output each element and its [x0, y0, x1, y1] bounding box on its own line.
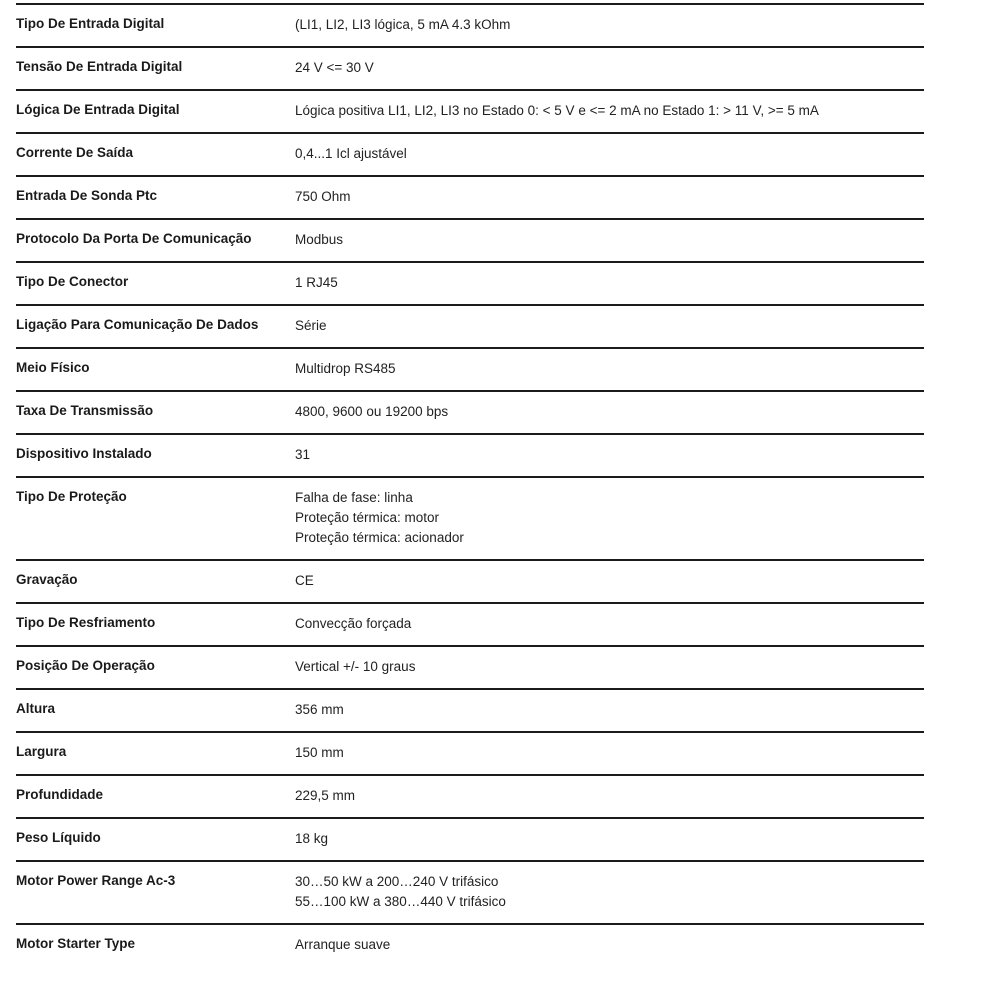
table-row	[16, 923, 924, 966]
spec-value-line: 0,4...1 Icl ajustável	[295, 146, 407, 161]
spec-value-line: 356 mm	[295, 702, 344, 717]
table-row	[16, 3, 924, 46]
table-row	[16, 433, 924, 476]
spec-value	[295, 742, 924, 763]
spec-value-line: Lógica positiva LI1, LI2, LI3 no Estado 0: < 5 V e <= 2 mA no Estado 1: > 11 V, >= 5 mA	[295, 103, 819, 118]
spec-value-line: 150 mm	[295, 745, 344, 760]
spec-value	[295, 358, 924, 379]
spec-value	[295, 57, 924, 78]
spec-value-line: 30…50 kW a 200…240 V trifásico	[295, 874, 499, 889]
spec-value	[295, 699, 924, 720]
spec-label: Corrente De Saída	[16, 145, 134, 160]
spec-value	[295, 444, 924, 465]
spec-label: Taxa De Transmissão	[16, 403, 154, 418]
table-row	[16, 304, 924, 347]
spec-label: Tensão De Entrada Digital	[16, 59, 183, 74]
spec-value	[295, 315, 924, 336]
spec-label: Tipo De Conector	[16, 274, 129, 289]
spec-label: Ligação Para Comunicação De Dados	[16, 317, 259, 332]
spec-value-line: Arranque suave	[295, 937, 391, 952]
spec-value	[295, 613, 924, 634]
table-row	[16, 860, 924, 923]
spec-value-line: Série	[295, 318, 327, 333]
table-row	[16, 645, 924, 688]
spec-label: Profundidade	[16, 787, 103, 802]
spec-label: Largura	[16, 744, 67, 759]
spec-value-line: Multidrop RS485	[295, 361, 396, 376]
spec-label: Motor Power Range Ac-3	[16, 873, 176, 888]
spec-value	[295, 487, 924, 548]
spec-label: Tipo De Proteção	[16, 489, 127, 504]
spec-value-line: CE	[295, 573, 314, 588]
table-row	[16, 132, 924, 175]
spec-value-line: 229,5 mm	[295, 788, 356, 803]
spec-value	[295, 656, 924, 677]
spec-label: Posição De Operação	[16, 658, 155, 673]
spec-value-line: Proteção térmica: motor	[295, 510, 440, 525]
table-row	[16, 218, 924, 261]
spec-value-line: 55…100 kW a 380…440 V trifásico	[295, 894, 506, 909]
spec-value-line: 31	[295, 447, 311, 462]
spec-value-line: 750 Ohm	[295, 189, 351, 204]
spec-label: Gravação	[16, 572, 78, 587]
spec-label: Tipo De Resfriamento	[16, 615, 156, 630]
spec-value	[295, 272, 924, 293]
table-row	[16, 688, 924, 731]
table-row	[16, 390, 924, 433]
spec-value	[295, 14, 924, 35]
table-row	[16, 476, 924, 559]
spec-value-line: 1 RJ45	[295, 275, 338, 290]
spec-value	[295, 934, 924, 955]
spec-value-line: 18 kg	[295, 831, 329, 846]
spec-value	[295, 100, 924, 121]
spec-value	[295, 143, 924, 164]
spec-value	[295, 229, 924, 250]
spec-value	[295, 570, 924, 591]
spec-value-line: (LI1, LI2, LI3 lógica, 5 mA 4.3 kOhm	[295, 17, 511, 32]
table-row	[16, 774, 924, 817]
spec-label: Lógica De Entrada Digital	[16, 102, 180, 117]
spec-label: Altura	[16, 701, 56, 716]
table-row	[16, 559, 924, 602]
spec-value-line: Falha de fase: linha	[295, 490, 413, 505]
spec-value-line: 4800, 9600 ou 19200 bps	[295, 404, 449, 419]
spec-value	[295, 828, 924, 849]
table-row	[16, 261, 924, 304]
spec-value-line: 24 V <= 30 V	[295, 60, 374, 75]
spec-value	[295, 186, 924, 207]
spec-label: Tipo De Entrada Digital	[16, 16, 165, 31]
table-row	[16, 731, 924, 774]
spec-value-line: Vertical +/- 10 graus	[295, 659, 416, 674]
table-row	[16, 602, 924, 645]
spec-label: Peso Líquido	[16, 830, 101, 845]
table-row	[16, 347, 924, 390]
spec-value	[295, 871, 924, 912]
spec-table	[16, 3, 924, 966]
spec-label: Motor Starter Type	[16, 936, 136, 951]
spec-label: Entrada De Sonda Ptc	[16, 188, 158, 203]
spec-value-line: Convecção forçada	[295, 616, 412, 631]
table-row	[16, 89, 924, 132]
spec-value	[295, 785, 924, 806]
spec-value-line: Proteção térmica: acionador	[295, 530, 464, 545]
spec-value-line: Modbus	[295, 232, 344, 247]
table-row	[16, 46, 924, 89]
table-row	[16, 817, 924, 860]
spec-label: Dispositivo Instalado	[16, 446, 152, 461]
spec-label: Protocolo Da Porta De Comunicação	[16, 231, 252, 246]
spec-label: Meio Físico	[16, 360, 90, 375]
spec-value	[295, 401, 924, 422]
table-row	[16, 175, 924, 218]
